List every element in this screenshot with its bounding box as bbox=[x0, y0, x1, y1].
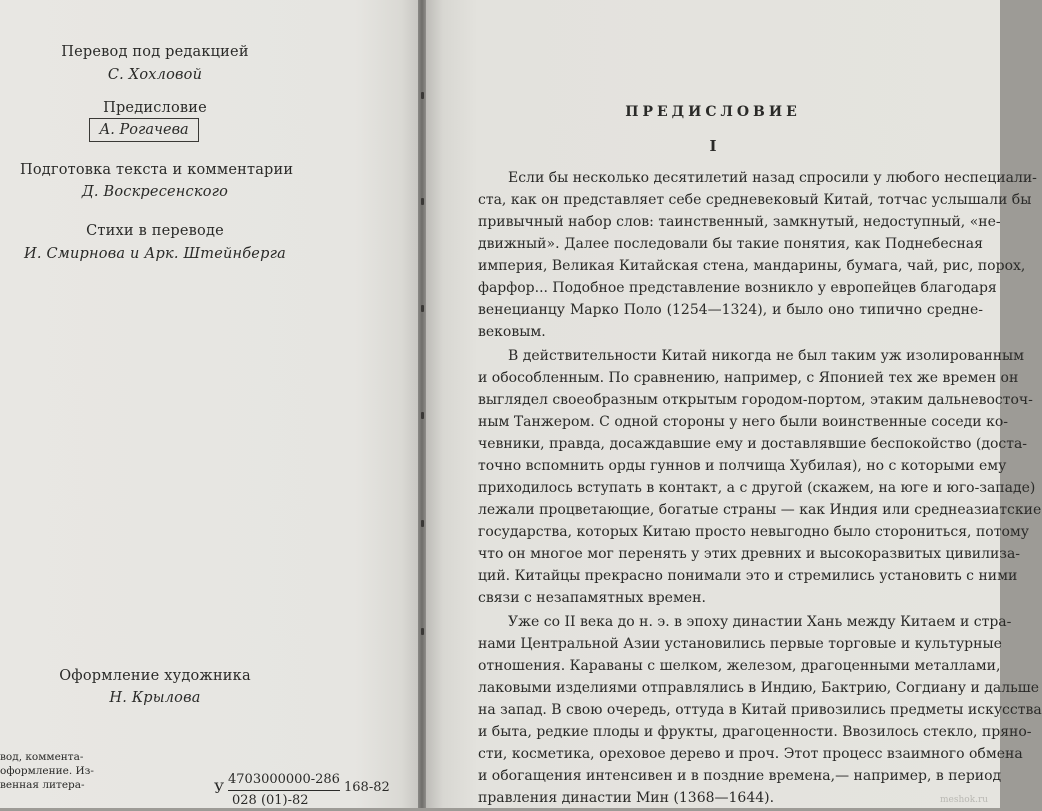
catalog-code-suffix: 168-82 bbox=[344, 780, 390, 795]
body-text-line: правления династии Мин (1368—1644). bbox=[478, 790, 775, 806]
credit-label-translation: Перевод под редакцией bbox=[61, 44, 249, 60]
binding-stitch bbox=[421, 628, 424, 635]
watermark: meshok.ru bbox=[940, 795, 989, 805]
body-text-line: лаковыми изделиями отправлялись в Индию, Бактрию, Согдиану и дальше bbox=[478, 680, 1040, 696]
body-text-line: и быта, редкие плоды и фрукты, драгоценности. Ввозилось стекло, пряно- bbox=[478, 724, 1032, 740]
body-text-line: движный». Далее последовали бы такие понятия, как Поднебесная bbox=[478, 236, 983, 252]
imprint-fragment: оформление. Из- bbox=[0, 765, 94, 777]
body-text-line: и обособленным. По сравнению, например, с Японией тех же времен он bbox=[478, 370, 1019, 386]
binding-stitch bbox=[421, 412, 424, 419]
credit-name-translation-editor: С. Хохловой bbox=[107, 67, 203, 83]
catalog-code-numerator: 4703000000-286 bbox=[228, 772, 340, 787]
preface-heading: ПРЕДИСЛОВИЕ bbox=[625, 104, 801, 120]
binding-stitch bbox=[421, 305, 424, 312]
credit-label-text-preparation: Подготовка текста и комментарии bbox=[20, 162, 294, 178]
section-number: I bbox=[709, 137, 717, 155]
credit-label-preface: Предисловие bbox=[103, 100, 207, 116]
binding-stitch bbox=[421, 520, 424, 527]
credit-label-design: Оформление художника bbox=[59, 668, 251, 684]
body-text-line: фарфор... Подобное представление возникло у европейцев благодаря bbox=[478, 280, 997, 296]
body-text-line: нами Центральной Азии установились первые торговые и культурные bbox=[478, 636, 1002, 652]
body-text-line: ным Танжером. С одной стороны у него были воинственные соседи ко- bbox=[478, 414, 1008, 430]
catalog-code-prefix: У bbox=[214, 781, 225, 797]
catalog-code-denominator: 028 (01)-82 bbox=[232, 793, 309, 808]
book-gutter bbox=[418, 0, 426, 808]
body-text-line: точно вспомнить орды гуннов и полчища Хубилая), но с которыми ему bbox=[478, 458, 1007, 474]
body-text-line: В действительности Китай никогда не был таким уж изолированным bbox=[508, 348, 1025, 364]
body-text-line: лежали процветающие, богатые страны — как Индия или среднеазиатские bbox=[478, 502, 1042, 518]
credit-name-commentary: Д. Воскресенского bbox=[81, 184, 229, 200]
body-text-line: что он многое мог перенять у этих древних и высокоразвитых цивилиза- bbox=[478, 546, 1021, 562]
body-text-line: и обогащения интенсивен и в поздние времена,— например, в период bbox=[478, 768, 1002, 784]
credit-label-poems: Стихи в переводе bbox=[86, 223, 224, 239]
body-text-line: привычный набор слов: таинственный, замкнутый, недоступный, «не- bbox=[478, 214, 1001, 230]
imprint-fragment: венная литера- bbox=[0, 779, 85, 791]
body-text-line: Если бы несколько десятилетий назад спросили у любого неспециали- bbox=[508, 170, 1037, 186]
body-text-line: связи с незапамятных времен. bbox=[478, 590, 706, 606]
binding-stitch bbox=[421, 92, 424, 99]
catalog-code-fraction-bar bbox=[228, 790, 340, 791]
imprint-fragment: вод, коммента- bbox=[0, 751, 84, 763]
body-text-line: государства, которых Китаю просто невыгодно было сторониться, потому bbox=[478, 524, 1030, 540]
body-text-line: венецианцу Марко Поло (1254—1324), и было оно типично средне- bbox=[478, 302, 983, 318]
body-text-line: приходилось вступать в контакт, а с другой (скажем, на юге и юго-западе) bbox=[478, 480, 1036, 496]
body-text-line: вековым. bbox=[478, 324, 546, 340]
credit-name-poem-translators: И. Смирнова и Арк. Штейнберга bbox=[24, 246, 286, 262]
credit-name-designer: Н. Крылова bbox=[109, 690, 201, 706]
body-text-line: чевники, правда, досаждавшие ему и доставлявшие беспокойство (доста- bbox=[478, 436, 1028, 452]
body-text-line: на запад. В свою очередь, оттуда в Китай привозились предметы искусства bbox=[478, 702, 1042, 718]
body-text-line: Уже со II века до н. э. в эпоху династии Хань между Китаем и стра- bbox=[508, 614, 1012, 630]
body-text-line: выглядел своеобразным открытым городом-портом, этаким дальневосточ- bbox=[478, 392, 1033, 408]
credit-name-preface-author: А. Рогачева bbox=[89, 118, 199, 142]
body-text-line: ста, как он представляет себе средневековый Китай, тотчас услышали бы bbox=[478, 192, 1032, 208]
body-text-line: отношения. Караваны с шелком, железом, драгоценными металлами, bbox=[478, 658, 1001, 674]
body-text-line: сти, косметика, ореховое дерево и проч. Этот процесс взаимного обмена bbox=[478, 746, 1023, 762]
body-text-line: империя, Великая Китайская стена, мандарины, бумага, чай, рис, порох, bbox=[478, 258, 1026, 274]
left-page bbox=[0, 0, 418, 808]
binding-stitch bbox=[421, 198, 424, 205]
body-text-line: ций. Китайцы прекрасно понимали это и стремились установить с ними bbox=[478, 568, 1018, 584]
